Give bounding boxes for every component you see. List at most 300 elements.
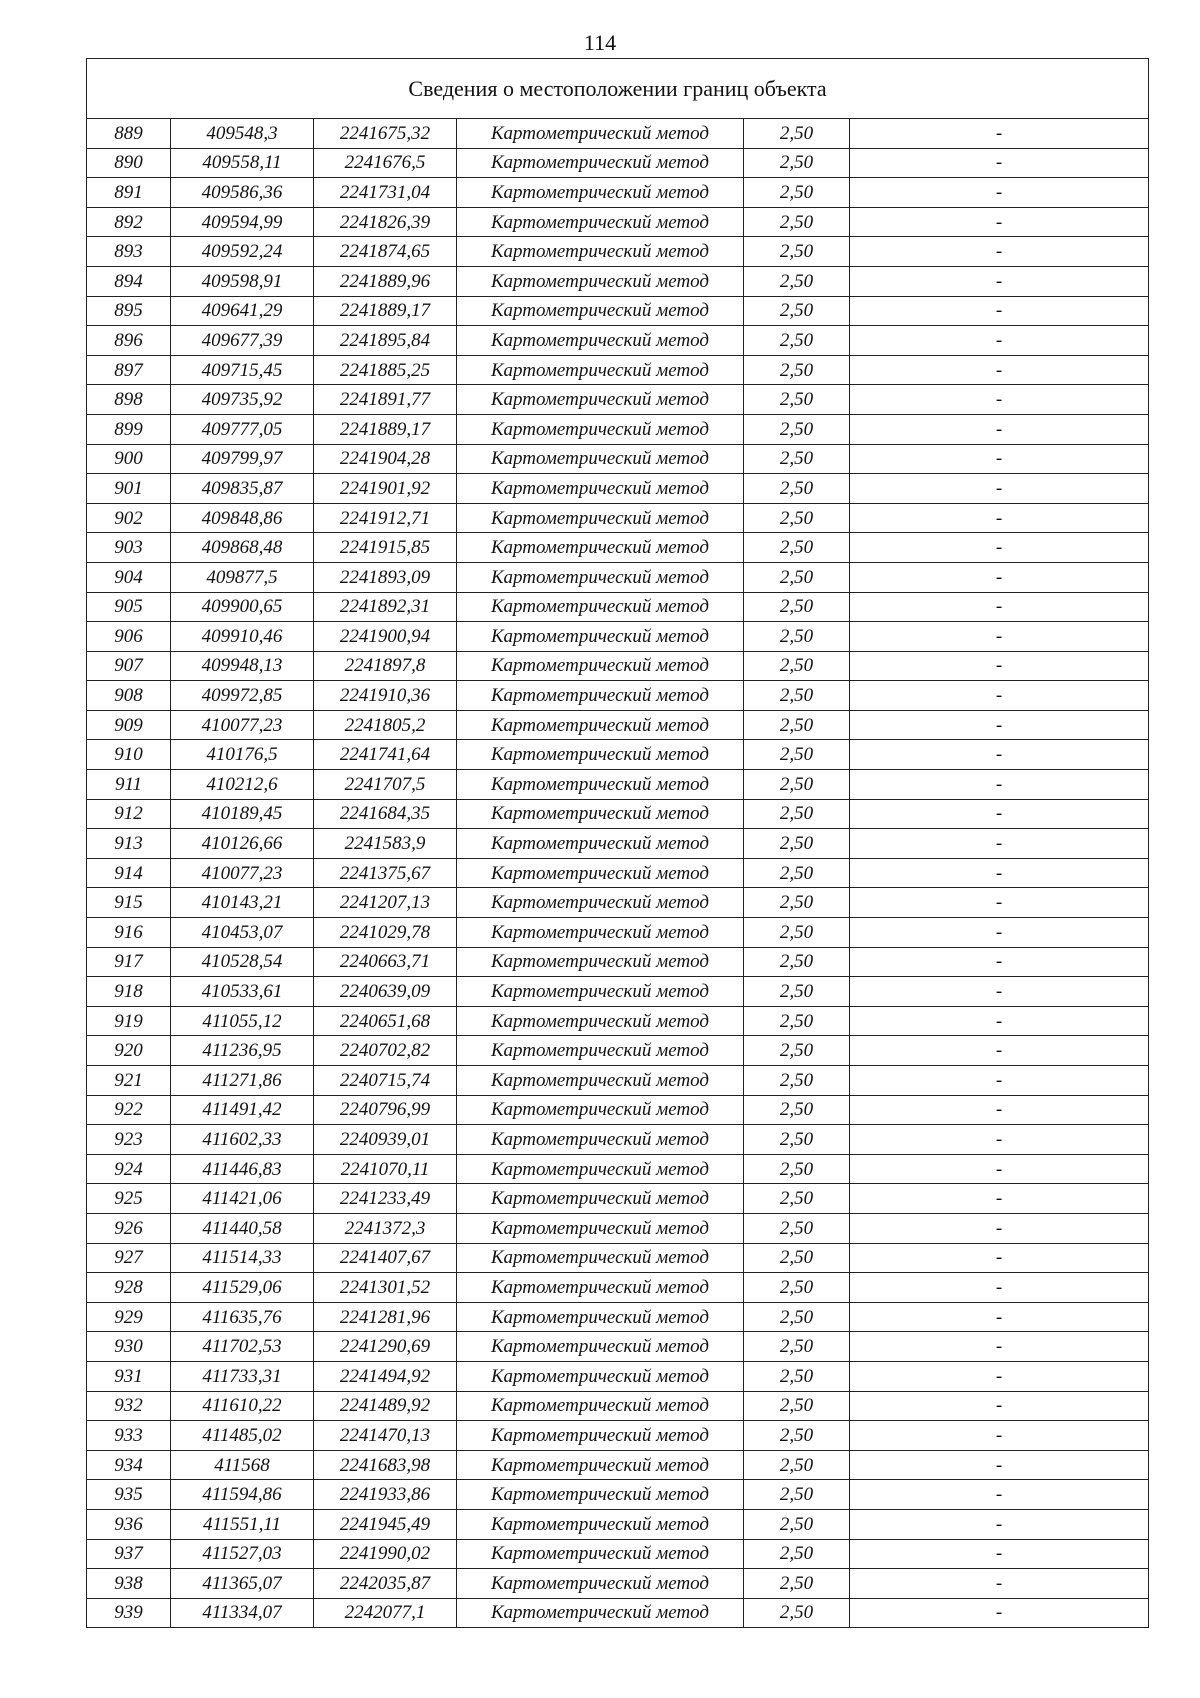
- point-number-cell: 898: [87, 385, 171, 415]
- note-cell: -: [850, 1125, 1149, 1155]
- table-row: [87, 918, 1149, 948]
- x-coordinate-cell: 409835,87: [171, 474, 314, 504]
- precision-cell: 2,50: [744, 1066, 850, 1096]
- y-coordinate-cell: 2241990,02: [314, 1539, 457, 1569]
- note-cell: -: [850, 207, 1149, 237]
- point-number-cell: 914: [87, 858, 171, 888]
- precision-cell: 2,50: [744, 1509, 850, 1539]
- point-number-cell: 917: [87, 947, 171, 977]
- y-coordinate-cell: 2241233,49: [314, 1184, 457, 1214]
- precision-cell: 2,50: [744, 1480, 850, 1510]
- table-row: [87, 829, 1149, 859]
- point-number-cell: 922: [87, 1095, 171, 1125]
- method-cell: Картометрический метод: [457, 651, 744, 681]
- method-cell: Картометрический метод: [457, 1302, 744, 1332]
- y-coordinate-cell: 2241915,85: [314, 533, 457, 563]
- y-coordinate-cell: 2241889,17: [314, 414, 457, 444]
- y-coordinate-cell: 2241826,39: [314, 207, 457, 237]
- method-cell: Картометрический метод: [457, 237, 744, 267]
- point-number-cell: 920: [87, 1036, 171, 1066]
- precision-cell: 2,50: [744, 1539, 850, 1569]
- x-coordinate-cell: 409877,5: [171, 562, 314, 592]
- point-number-cell: 900: [87, 444, 171, 474]
- method-cell: Картометрический метод: [457, 1509, 744, 1539]
- method-cell: Картометрический метод: [457, 710, 744, 740]
- point-number-cell: 936: [87, 1509, 171, 1539]
- x-coordinate-cell: 409558,11: [171, 148, 314, 178]
- table-row: [87, 326, 1149, 356]
- method-cell: Картометрический метод: [457, 1361, 744, 1391]
- point-number-cell: 921: [87, 1066, 171, 1096]
- x-coordinate-cell: 409972,85: [171, 681, 314, 711]
- y-coordinate-cell: 2241933,86: [314, 1480, 457, 1510]
- precision-cell: 2,50: [744, 651, 850, 681]
- point-number-cell: 903: [87, 533, 171, 563]
- x-coordinate-cell: 409777,05: [171, 414, 314, 444]
- y-coordinate-cell: 2241301,52: [314, 1273, 457, 1303]
- method-cell: Картометрический метод: [457, 1421, 744, 1451]
- precision-cell: 2,50: [744, 474, 850, 504]
- x-coordinate-cell: 410533,61: [171, 977, 314, 1007]
- note-cell: -: [850, 1184, 1149, 1214]
- note-cell: -: [850, 799, 1149, 829]
- note-cell: -: [850, 947, 1149, 977]
- table-row: [87, 414, 1149, 444]
- method-cell: Картометрический метод: [457, 178, 744, 208]
- table-row: [87, 1332, 1149, 1362]
- precision-cell: 2,50: [744, 947, 850, 977]
- y-coordinate-cell: 2241889,96: [314, 266, 457, 296]
- note-cell: -: [850, 1480, 1149, 1510]
- precision-cell: 2,50: [744, 562, 850, 592]
- note-cell: -: [850, 562, 1149, 592]
- table-row: [87, 1450, 1149, 1480]
- point-number-cell: 908: [87, 681, 171, 711]
- point-number-cell: 927: [87, 1243, 171, 1273]
- x-coordinate-cell: 411551,11: [171, 1509, 314, 1539]
- table-row: [87, 148, 1149, 178]
- table-row: [87, 178, 1149, 208]
- table-row: [87, 799, 1149, 829]
- note-cell: -: [850, 326, 1149, 356]
- y-coordinate-cell: 2241675,32: [314, 119, 457, 149]
- point-number-cell: 899: [87, 414, 171, 444]
- table-row: [87, 533, 1149, 563]
- table-row: [87, 385, 1149, 415]
- y-coordinate-cell: 2241375,67: [314, 858, 457, 888]
- table-row: [87, 1213, 1149, 1243]
- note-cell: -: [850, 1302, 1149, 1332]
- precision-cell: 2,50: [744, 178, 850, 208]
- point-number-cell: 907: [87, 651, 171, 681]
- method-cell: Картометрический метод: [457, 947, 744, 977]
- precision-cell: 2,50: [744, 1391, 850, 1421]
- method-cell: Картометрический метод: [457, 1066, 744, 1096]
- point-number-cell: 939: [87, 1598, 171, 1628]
- precision-cell: 2,50: [744, 148, 850, 178]
- y-coordinate-cell: 2241372,3: [314, 1213, 457, 1243]
- table-row: [87, 977, 1149, 1007]
- note-cell: -: [850, 888, 1149, 918]
- precision-cell: 2,50: [744, 1361, 850, 1391]
- y-coordinate-cell: 2241805,2: [314, 710, 457, 740]
- x-coordinate-cell: 411446,83: [171, 1154, 314, 1184]
- point-number-cell: 891: [87, 178, 171, 208]
- y-coordinate-cell: 2242077,1: [314, 1598, 457, 1628]
- point-number-cell: 938: [87, 1569, 171, 1599]
- method-cell: Картометрический метод: [457, 681, 744, 711]
- point-number-cell: 924: [87, 1154, 171, 1184]
- table-row: [87, 562, 1149, 592]
- table-row: [87, 1302, 1149, 1332]
- y-coordinate-cell: 2242035,87: [314, 1569, 457, 1599]
- precision-cell: 2,50: [744, 977, 850, 1007]
- note-cell: -: [850, 1332, 1149, 1362]
- point-number-cell: 906: [87, 622, 171, 652]
- note-cell: -: [850, 1066, 1149, 1096]
- point-number-cell: 923: [87, 1125, 171, 1155]
- note-cell: -: [850, 414, 1149, 444]
- table-row: [87, 947, 1149, 977]
- y-coordinate-cell: 2241489,92: [314, 1391, 457, 1421]
- precision-cell: 2,50: [744, 1598, 850, 1628]
- y-coordinate-cell: 2241891,77: [314, 385, 457, 415]
- x-coordinate-cell: 410453,07: [171, 918, 314, 948]
- point-number-cell: 890: [87, 148, 171, 178]
- method-cell: Картометрический метод: [457, 1273, 744, 1303]
- x-coordinate-cell: 409848,86: [171, 503, 314, 533]
- precision-cell: 2,50: [744, 1154, 850, 1184]
- y-coordinate-cell: 2241494,92: [314, 1361, 457, 1391]
- note-cell: -: [850, 1450, 1149, 1480]
- method-cell: Картометрический метод: [457, 296, 744, 326]
- x-coordinate-cell: 411271,86: [171, 1066, 314, 1096]
- note-cell: -: [850, 1036, 1149, 1066]
- note-cell: -: [850, 770, 1149, 800]
- y-coordinate-cell: 2241900,94: [314, 622, 457, 652]
- x-coordinate-cell: 411733,31: [171, 1361, 314, 1391]
- table-row: [87, 1184, 1149, 1214]
- table-row: [87, 1539, 1149, 1569]
- note-cell: -: [850, 977, 1149, 1007]
- point-number-cell: 897: [87, 355, 171, 385]
- point-number-cell: 905: [87, 592, 171, 622]
- x-coordinate-cell: 410176,5: [171, 740, 314, 770]
- x-coordinate-cell: 409594,99: [171, 207, 314, 237]
- x-coordinate-cell: 411365,07: [171, 1569, 314, 1599]
- precision-cell: 2,50: [744, 799, 850, 829]
- y-coordinate-cell: 2241893,09: [314, 562, 457, 592]
- point-number-cell: 934: [87, 1450, 171, 1480]
- y-coordinate-cell: 2241029,78: [314, 918, 457, 948]
- table-row: [87, 474, 1149, 504]
- method-cell: Картометрический метод: [457, 799, 744, 829]
- table-row: [87, 651, 1149, 681]
- method-cell: Картометрический метод: [457, 474, 744, 504]
- note-cell: -: [850, 1569, 1149, 1599]
- method-cell: Картометрический метод: [457, 977, 744, 1007]
- x-coordinate-cell: 410212,6: [171, 770, 314, 800]
- precision-cell: 2,50: [744, 1125, 850, 1155]
- precision-cell: 2,50: [744, 681, 850, 711]
- point-number-cell: 912: [87, 799, 171, 829]
- x-coordinate-cell: 411491,42: [171, 1095, 314, 1125]
- precision-cell: 2,50: [744, 1273, 850, 1303]
- note-cell: -: [850, 1539, 1149, 1569]
- y-coordinate-cell: 2241904,28: [314, 444, 457, 474]
- y-coordinate-cell: 2240939,01: [314, 1125, 457, 1155]
- precision-cell: 2,50: [744, 503, 850, 533]
- method-cell: Картометрический метод: [457, 385, 744, 415]
- precision-cell: 2,50: [744, 266, 850, 296]
- precision-cell: 2,50: [744, 1213, 850, 1243]
- point-number-cell: 889: [87, 119, 171, 149]
- note-cell: -: [850, 178, 1149, 208]
- method-cell: Картометрический метод: [457, 622, 744, 652]
- y-coordinate-cell: 2241874,65: [314, 237, 457, 267]
- precision-cell: 2,50: [744, 385, 850, 415]
- precision-cell: 2,50: [744, 1569, 850, 1599]
- method-cell: Картометрический метод: [457, 119, 744, 149]
- table-row: [87, 266, 1149, 296]
- method-cell: Картометрический метод: [457, 207, 744, 237]
- x-coordinate-cell: 410189,45: [171, 799, 314, 829]
- note-cell: -: [850, 1243, 1149, 1273]
- table-row: [87, 119, 1149, 149]
- table-row: [87, 444, 1149, 474]
- table-row: [87, 1006, 1149, 1036]
- method-cell: Картометрический метод: [457, 355, 744, 385]
- method-cell: Картометрический метод: [457, 1213, 744, 1243]
- note-cell: -: [850, 385, 1149, 415]
- note-cell: -: [850, 1213, 1149, 1243]
- note-cell: -: [850, 918, 1149, 948]
- x-coordinate-cell: 411485,02: [171, 1421, 314, 1451]
- x-coordinate-cell: 411527,03: [171, 1539, 314, 1569]
- note-cell: -: [850, 474, 1149, 504]
- point-number-cell: 895: [87, 296, 171, 326]
- table-row: [87, 1391, 1149, 1421]
- method-cell: Картометрический метод: [457, 1154, 744, 1184]
- y-coordinate-cell: 2241897,8: [314, 651, 457, 681]
- method-cell: Картометрический метод: [457, 503, 744, 533]
- method-cell: Картометрический метод: [457, 444, 744, 474]
- x-coordinate-cell: 409715,45: [171, 355, 314, 385]
- method-cell: Картометрический метод: [457, 1450, 744, 1480]
- note-cell: -: [850, 592, 1149, 622]
- x-coordinate-cell: 411610,22: [171, 1391, 314, 1421]
- note-cell: -: [850, 1095, 1149, 1125]
- precision-cell: 2,50: [744, 444, 850, 474]
- method-cell: Картометрический метод: [457, 1006, 744, 1036]
- x-coordinate-cell: 411635,76: [171, 1302, 314, 1332]
- point-number-cell: 930: [87, 1332, 171, 1362]
- precision-cell: 2,50: [744, 296, 850, 326]
- table-row: [87, 1273, 1149, 1303]
- note-cell: -: [850, 622, 1149, 652]
- table-row: [87, 1095, 1149, 1125]
- note-cell: -: [850, 503, 1149, 533]
- note-cell: -: [850, 651, 1149, 681]
- point-number-cell: 935: [87, 1480, 171, 1510]
- point-number-cell: 928: [87, 1273, 171, 1303]
- x-coordinate-cell: 409586,36: [171, 178, 314, 208]
- table-row: [87, 296, 1149, 326]
- x-coordinate-cell: 409868,48: [171, 533, 314, 563]
- table-row: [87, 592, 1149, 622]
- table-row: [87, 888, 1149, 918]
- precision-cell: 2,50: [744, 888, 850, 918]
- point-number-cell: 904: [87, 562, 171, 592]
- x-coordinate-cell: 409948,13: [171, 651, 314, 681]
- x-coordinate-cell: 411236,95: [171, 1036, 314, 1066]
- method-cell: Картометрический метод: [457, 1184, 744, 1214]
- method-cell: Картометрический метод: [457, 829, 744, 859]
- point-number-cell: 925: [87, 1184, 171, 1214]
- note-cell: -: [850, 681, 1149, 711]
- precision-cell: 2,50: [744, 710, 850, 740]
- precision-cell: 2,50: [744, 414, 850, 444]
- point-number-cell: 910: [87, 740, 171, 770]
- x-coordinate-cell: 409592,24: [171, 237, 314, 267]
- note-cell: -: [850, 740, 1149, 770]
- table-row: [87, 237, 1149, 267]
- method-cell: Картометрический метод: [457, 592, 744, 622]
- table-row: [87, 622, 1149, 652]
- method-cell: Картометрический метод: [457, 1125, 744, 1155]
- note-cell: -: [850, 1391, 1149, 1421]
- note-cell: -: [850, 1361, 1149, 1391]
- note-cell: -: [850, 533, 1149, 563]
- x-coordinate-cell: 411055,12: [171, 1006, 314, 1036]
- table-row: [87, 710, 1149, 740]
- point-number-cell: 931: [87, 1361, 171, 1391]
- method-cell: Картометрический метод: [457, 266, 744, 296]
- y-coordinate-cell: 2241470,13: [314, 1421, 457, 1451]
- method-cell: Картометрический метод: [457, 1036, 744, 1066]
- precision-cell: 2,50: [744, 1243, 850, 1273]
- note-cell: -: [850, 296, 1149, 326]
- note-cell: -: [850, 355, 1149, 385]
- y-coordinate-cell: 2241070,11: [314, 1154, 457, 1184]
- x-coordinate-cell: 409677,39: [171, 326, 314, 356]
- precision-cell: 2,50: [744, 1332, 850, 1362]
- x-coordinate-cell: 411334,07: [171, 1598, 314, 1628]
- point-number-cell: 919: [87, 1006, 171, 1036]
- y-coordinate-cell: 2241683,98: [314, 1450, 457, 1480]
- note-cell: -: [850, 119, 1149, 149]
- table-row: [87, 858, 1149, 888]
- y-coordinate-cell: 2241945,49: [314, 1509, 457, 1539]
- page-number: 114: [583, 30, 617, 55]
- precision-cell: 2,50: [744, 740, 850, 770]
- table-row: [87, 1421, 1149, 1451]
- table-row: [87, 1066, 1149, 1096]
- method-cell: Картометрический метод: [457, 1332, 744, 1362]
- x-coordinate-cell: 411594,86: [171, 1480, 314, 1510]
- y-coordinate-cell: 2241707,5: [314, 770, 457, 800]
- precision-cell: 2,50: [744, 622, 850, 652]
- note-cell: -: [850, 1598, 1149, 1628]
- x-coordinate-cell: 410528,54: [171, 947, 314, 977]
- point-number-cell: 893: [87, 237, 171, 267]
- x-coordinate-cell: 410126,66: [171, 829, 314, 859]
- point-number-cell: 896: [87, 326, 171, 356]
- x-coordinate-cell: 409735,92: [171, 385, 314, 415]
- note-cell: -: [850, 1509, 1149, 1539]
- table-row: [87, 1361, 1149, 1391]
- method-cell: Картометрический метод: [457, 1539, 744, 1569]
- point-number-cell: 933: [87, 1421, 171, 1451]
- x-coordinate-cell: 411529,06: [171, 1273, 314, 1303]
- method-cell: Картометрический метод: [457, 1243, 744, 1273]
- note-cell: -: [850, 710, 1149, 740]
- table-row: [87, 1598, 1149, 1628]
- method-cell: Картометрический метод: [457, 148, 744, 178]
- table-row: [87, 1480, 1149, 1510]
- y-coordinate-cell: 2241892,31: [314, 592, 457, 622]
- y-coordinate-cell: 2241676,5: [314, 148, 457, 178]
- x-coordinate-cell: 411421,06: [171, 1184, 314, 1214]
- precision-cell: 2,50: [744, 1006, 850, 1036]
- precision-cell: 2,50: [744, 1184, 850, 1214]
- x-coordinate-cell: 410077,23: [171, 858, 314, 888]
- y-coordinate-cell: 2241901,92: [314, 474, 457, 504]
- precision-cell: 2,50: [744, 858, 850, 888]
- x-coordinate-cell: 411702,53: [171, 1332, 314, 1362]
- y-coordinate-cell: 2241207,13: [314, 888, 457, 918]
- y-coordinate-cell: 2240702,82: [314, 1036, 457, 1066]
- table-row: [87, 503, 1149, 533]
- method-cell: Картометрический метод: [457, 888, 744, 918]
- x-coordinate-cell: 411440,58: [171, 1213, 314, 1243]
- x-coordinate-cell: 410143,21: [171, 888, 314, 918]
- x-coordinate-cell: 409641,29: [171, 296, 314, 326]
- x-coordinate-cell: 409910,46: [171, 622, 314, 652]
- method-cell: Картометрический метод: [457, 1095, 744, 1125]
- precision-cell: 2,50: [744, 326, 850, 356]
- method-cell: Картометрический метод: [457, 1480, 744, 1510]
- y-coordinate-cell: 2240639,09: [314, 977, 457, 1007]
- point-number-cell: 892: [87, 207, 171, 237]
- table-row: [87, 1569, 1149, 1599]
- y-coordinate-cell: 2240796,99: [314, 1095, 457, 1125]
- table-row: [87, 1125, 1149, 1155]
- y-coordinate-cell: 2241741,64: [314, 740, 457, 770]
- note-cell: -: [850, 1154, 1149, 1184]
- method-cell: Картометрический метод: [457, 858, 744, 888]
- point-number-cell: 932: [87, 1391, 171, 1421]
- point-number-cell: 918: [87, 977, 171, 1007]
- note-cell: -: [850, 1273, 1149, 1303]
- point-number-cell: 926: [87, 1213, 171, 1243]
- precision-cell: 2,50: [744, 1095, 850, 1125]
- table-row: [87, 770, 1149, 800]
- y-coordinate-cell: 2241281,96: [314, 1302, 457, 1332]
- precision-cell: 2,50: [744, 1036, 850, 1066]
- y-coordinate-cell: 2240651,68: [314, 1006, 457, 1036]
- table-row: [87, 1243, 1149, 1273]
- method-cell: Картометрический метод: [457, 326, 744, 356]
- point-number-cell: 902: [87, 503, 171, 533]
- precision-cell: 2,50: [744, 1302, 850, 1332]
- y-coordinate-cell: 2240663,71: [314, 947, 457, 977]
- point-number-cell: 915: [87, 888, 171, 918]
- precision-cell: 2,50: [744, 592, 850, 622]
- table-title: Сведения о местоположении границ объекта: [87, 59, 1149, 119]
- y-coordinate-cell: 2241910,36: [314, 681, 457, 711]
- precision-cell: 2,50: [744, 1421, 850, 1451]
